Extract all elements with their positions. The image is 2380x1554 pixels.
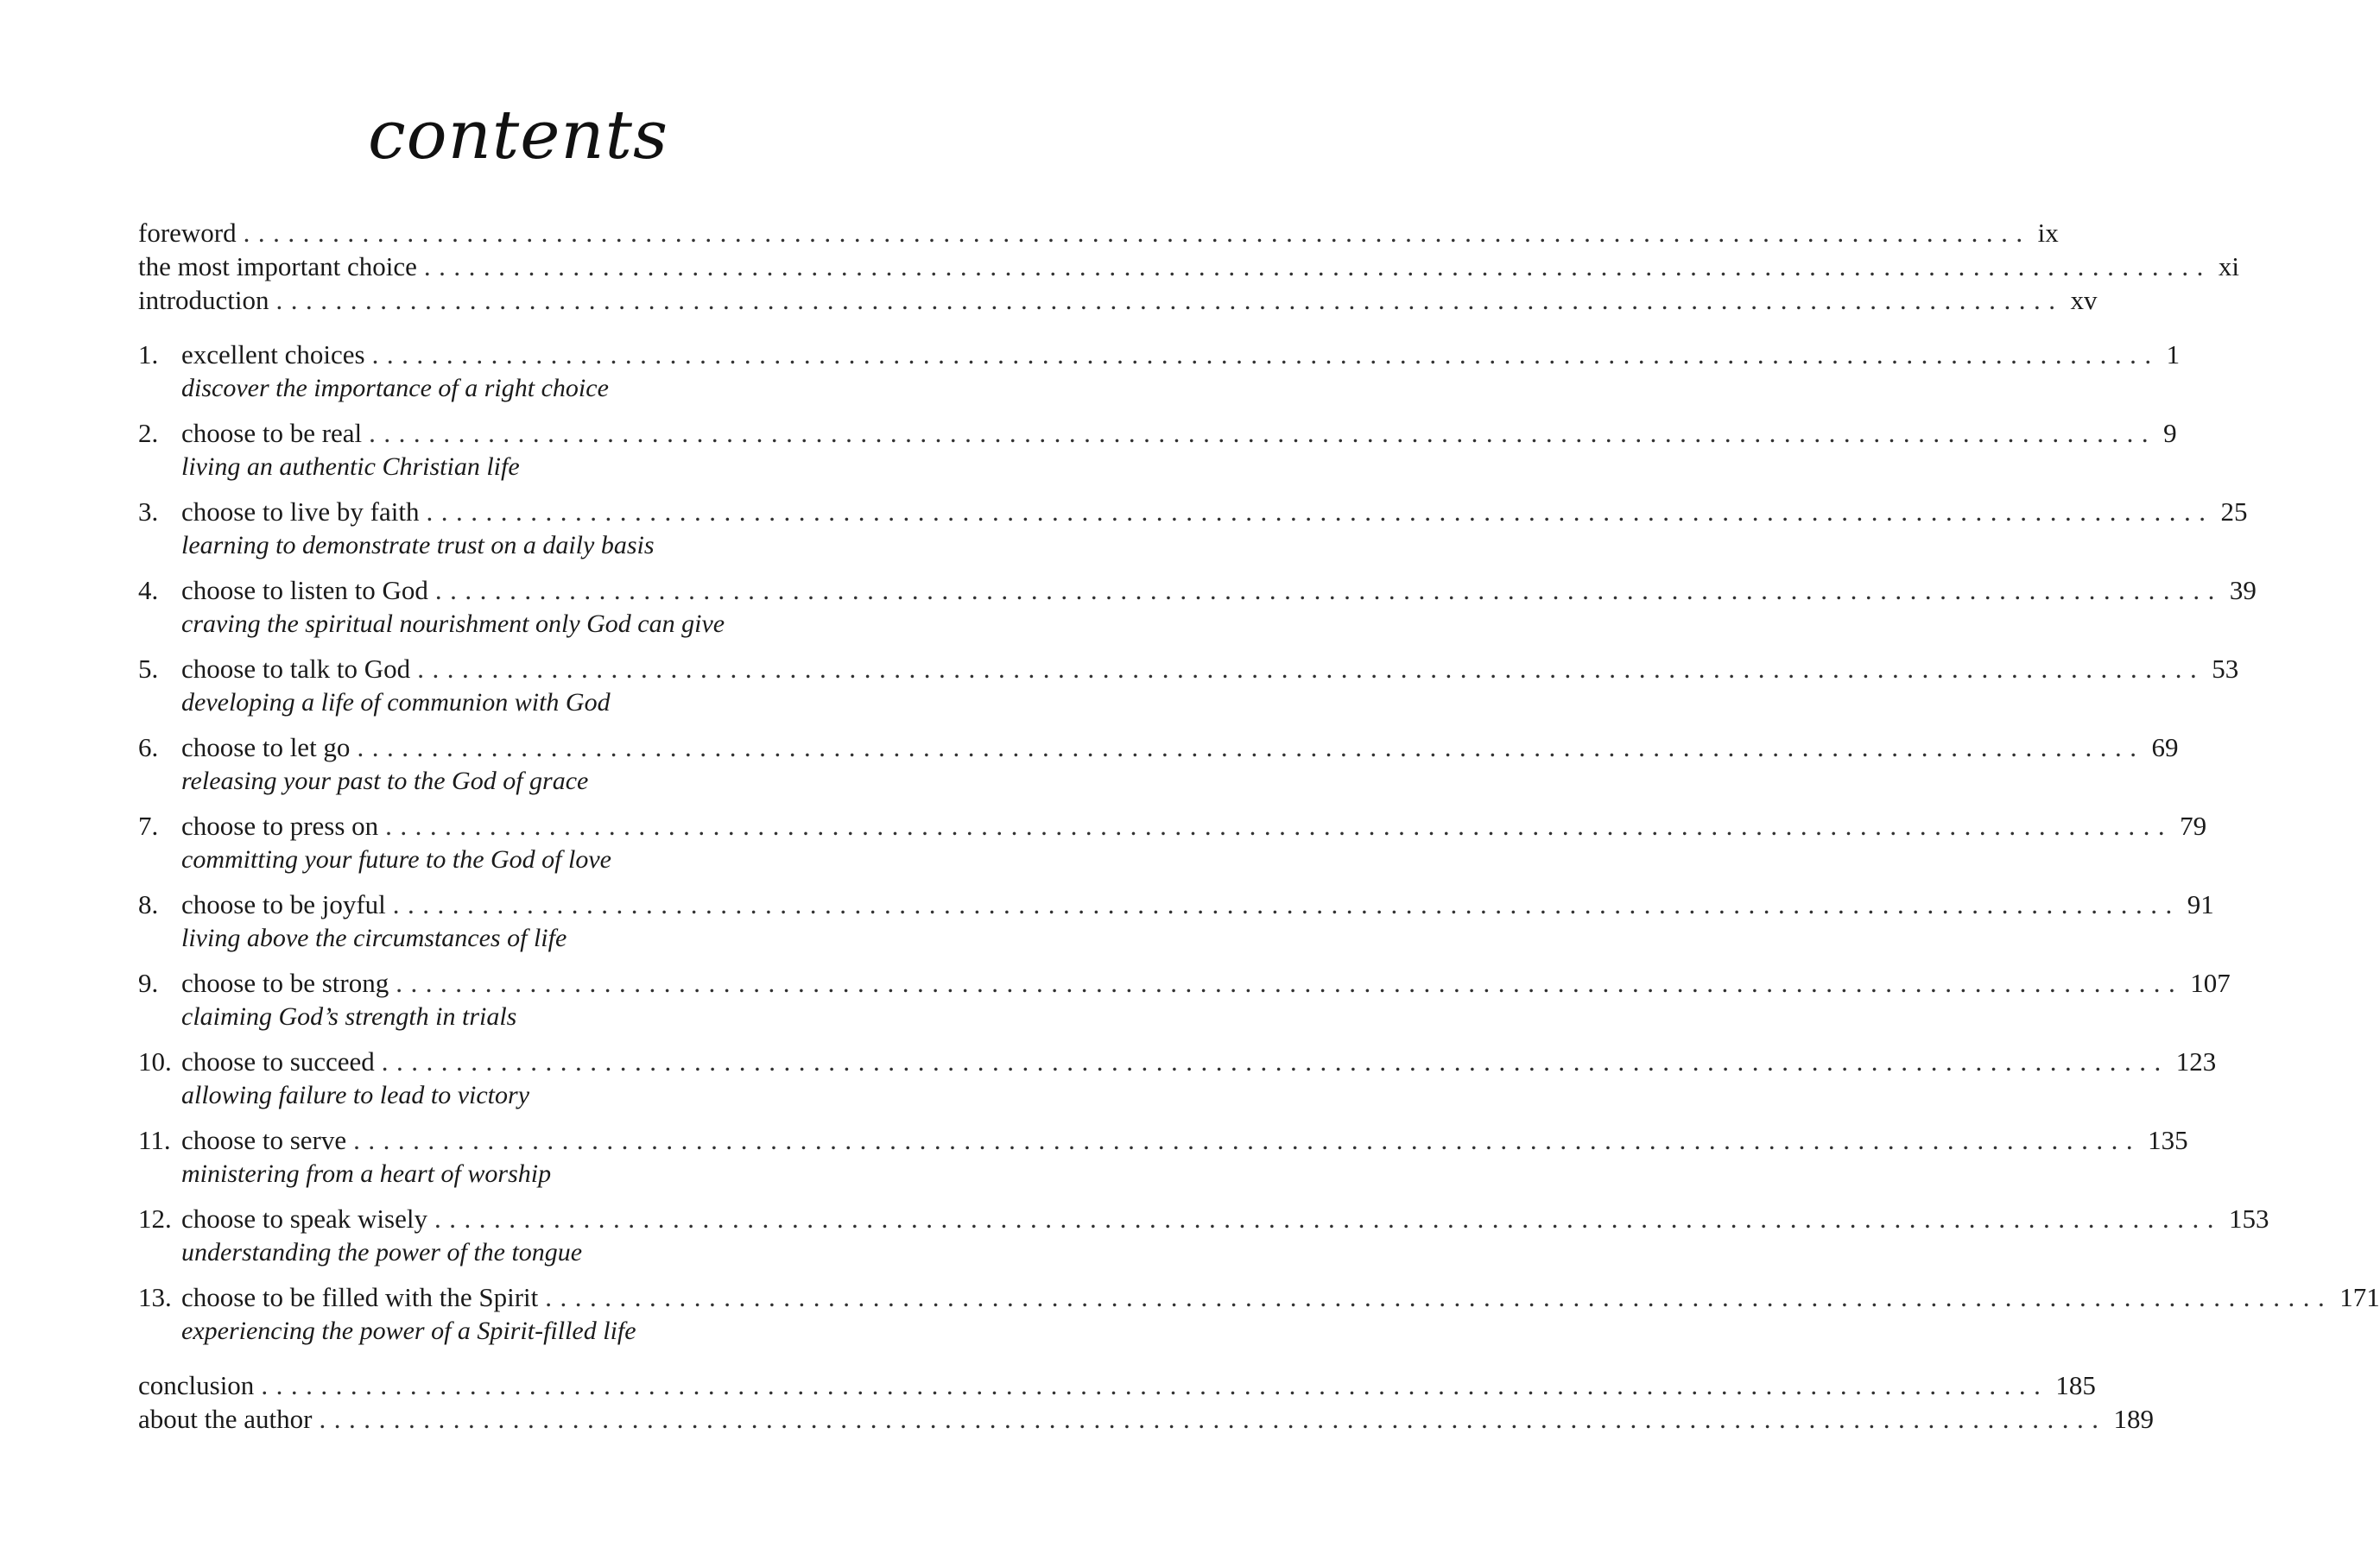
toc-chapter-6[interactable] <box>138 730 2179 798</box>
chapter-title: choose to let go <box>181 732 351 762</box>
chapter-subtitle: releasing your past to the God of grace <box>181 767 589 795</box>
chapter-page: 153 <box>2228 1203 2269 1234</box>
entry-label: foreword <box>138 218 237 248</box>
back-matter <box>138 1368 2154 1436</box>
page-title: contents <box>368 97 668 174</box>
dot-leader: ........................................................................................................................ <box>371 339 2160 370</box>
dot-leader: ........................................................................................................................ <box>385 811 2174 841</box>
table-of-contents <box>138 216 2380 1436</box>
entry-page: xi <box>2218 251 2239 281</box>
chapter-title: excellent choices <box>181 339 365 370</box>
toc-chapter-4[interactable] <box>138 573 2257 641</box>
chapter-page: 53 <box>2212 654 2239 684</box>
dot-leader: ........................................................................................................................ <box>353 1125 2142 1155</box>
chapter-number: 10. <box>138 1046 172 1077</box>
chapter-number: 6. <box>138 732 159 762</box>
chapter-title: choose to succeed <box>181 1046 375 1077</box>
toc-chapter-9[interactable] <box>138 966 2231 1033</box>
toc-chapter-1[interactable] <box>138 338 2181 405</box>
front-matter <box>138 216 2239 317</box>
entry-page: 185 <box>2055 1370 2096 1400</box>
dot-leader: ........................................................................................................................ <box>275 285 2064 315</box>
chapter-subtitle: understanding the power of the tongue <box>181 1238 583 1267</box>
entry-label: conclusion <box>138 1370 255 1400</box>
toc-chapter-2[interactable] <box>138 416 2177 483</box>
chapter-list <box>138 338 2380 1348</box>
chapter-subtitle: living above the circumstances of life <box>181 924 567 952</box>
entry-page: ix <box>2037 218 2059 248</box>
chapter-number: 4. <box>138 575 159 605</box>
chapter-subtitle: committing your future to the God of love <box>181 845 611 874</box>
dot-leader: ........................................................................................................................ <box>434 1203 2222 1234</box>
chapter-number: 7. <box>138 811 159 841</box>
dot-leader: ........................................................................................................................ <box>319 1404 2107 1434</box>
chapter-number: 5. <box>138 654 159 684</box>
chapter-page: 9 <box>2163 418 2177 448</box>
chapter-number: 2. <box>138 418 159 448</box>
chapter-subtitle: developing a life of communion with God <box>181 688 611 717</box>
chapter-page: 39 <box>2229 575 2257 605</box>
toc-chapter-13[interactable] <box>138 1280 2380 1348</box>
chapter-page: 135 <box>2148 1125 2188 1155</box>
entry-label: the most important choice <box>138 251 417 281</box>
toc-entry-foreword[interactable] <box>138 216 2059 250</box>
chapter-page: 107 <box>2190 968 2231 998</box>
chapter-subtitle: learning to demonstrate trust on a daily basis <box>181 531 655 559</box>
chapter-subtitle: craving the spiritual nourishment only God can give <box>181 610 725 638</box>
toc-chapter-11[interactable] <box>138 1123 2188 1191</box>
chapter-page: 25 <box>2220 496 2248 527</box>
chapter-number: 11. <box>138 1125 171 1155</box>
chapter-title: choose to live by faith <box>181 496 420 527</box>
dot-leader: ........................................................................................................................ <box>426 496 2214 527</box>
dot-leader: ........................................................................................................................ <box>369 418 2157 448</box>
dot-leader: ........................................................................................................................ <box>381 1046 2169 1077</box>
dot-leader: ........................................................................................................................ <box>261 1370 2049 1400</box>
toc-chapter-8[interactable] <box>138 888 2214 955</box>
toc-chapter-5[interactable] <box>138 652 2239 719</box>
chapter-subtitle: allowing failure to lead to victory <box>181 1081 530 1109</box>
chapter-subtitle: claiming God’s strength in trials <box>181 1002 517 1031</box>
toc-chapter-3[interactable] <box>138 495 2248 562</box>
entry-page: 189 <box>2113 1404 2154 1434</box>
chapter-title: choose to talk to God <box>181 654 411 684</box>
dot-leader: ........................................................................................................................ <box>423 251 2212 281</box>
chapter-title: choose to be joyful <box>181 889 386 919</box>
chapter-subtitle: discover the importance of a right choice <box>181 374 609 402</box>
chapter-subtitle: experiencing the power of a Spirit-filled life <box>181 1317 636 1345</box>
chapter-title: choose to be strong <box>181 968 389 998</box>
chapter-page: 171 <box>2339 1282 2380 1312</box>
dot-leader: ........................................................................................................................ <box>243 218 2031 248</box>
chapter-page: 79 <box>2180 811 2207 841</box>
chapter-number: 8. <box>138 889 159 919</box>
chapter-page: 91 <box>2187 889 2214 919</box>
chapter-page: 69 <box>2151 732 2179 762</box>
chapter-subtitle: ministering from a heart of worship <box>181 1159 552 1188</box>
chapter-title: choose to be real <box>181 418 363 448</box>
chapter-subtitle: living an authentic Christian life <box>181 452 520 481</box>
dot-leader: ........................................................................................................................ <box>396 968 2184 998</box>
toc-entry-conclusion[interactable] <box>138 1368 2096 1402</box>
toc-chapter-7[interactable] <box>138 809 2207 876</box>
chapter-title: choose to press on <box>181 811 379 841</box>
toc-entry-about-the-author[interactable] <box>138 1402 2154 1436</box>
chapter-number: 1. <box>138 339 159 370</box>
toc-chapter-10[interactable] <box>138 1045 2217 1112</box>
dot-leader: ........................................................................................................................ <box>392 889 2181 919</box>
toc-entry-introduction[interactable] <box>138 283 2098 317</box>
entry-page: xv <box>2070 285 2098 315</box>
entry-label: introduction <box>138 285 269 315</box>
chapter-title: choose to listen to God <box>181 575 428 605</box>
toc-entry-most-important-choice[interactable] <box>138 250 2239 283</box>
toc-chapter-12[interactable] <box>138 1202 2269 1269</box>
chapter-page: 123 <box>2175 1046 2217 1077</box>
chapter-number: 9. <box>138 968 159 998</box>
chapter-number: 12. <box>138 1203 172 1234</box>
chapter-number: 3. <box>138 496 159 527</box>
dot-leader: ........................................................................................................................ <box>434 575 2223 605</box>
chapter-title: choose to speak wisely <box>181 1203 427 1234</box>
dot-leader: ........................................................................................................................ <box>357 732 2145 762</box>
chapter-title: choose to be filled with the Spirit <box>181 1282 539 1312</box>
dot-leader: ........................................................................................................................ <box>545 1282 2333 1312</box>
chapter-title: choose to serve <box>181 1125 347 1155</box>
chapter-page: 1 <box>2166 339 2181 370</box>
chapter-number: 13. <box>138 1282 172 1312</box>
entry-label: about the author <box>138 1404 313 1434</box>
dot-leader: ........................................................................................................................ <box>417 654 2206 684</box>
